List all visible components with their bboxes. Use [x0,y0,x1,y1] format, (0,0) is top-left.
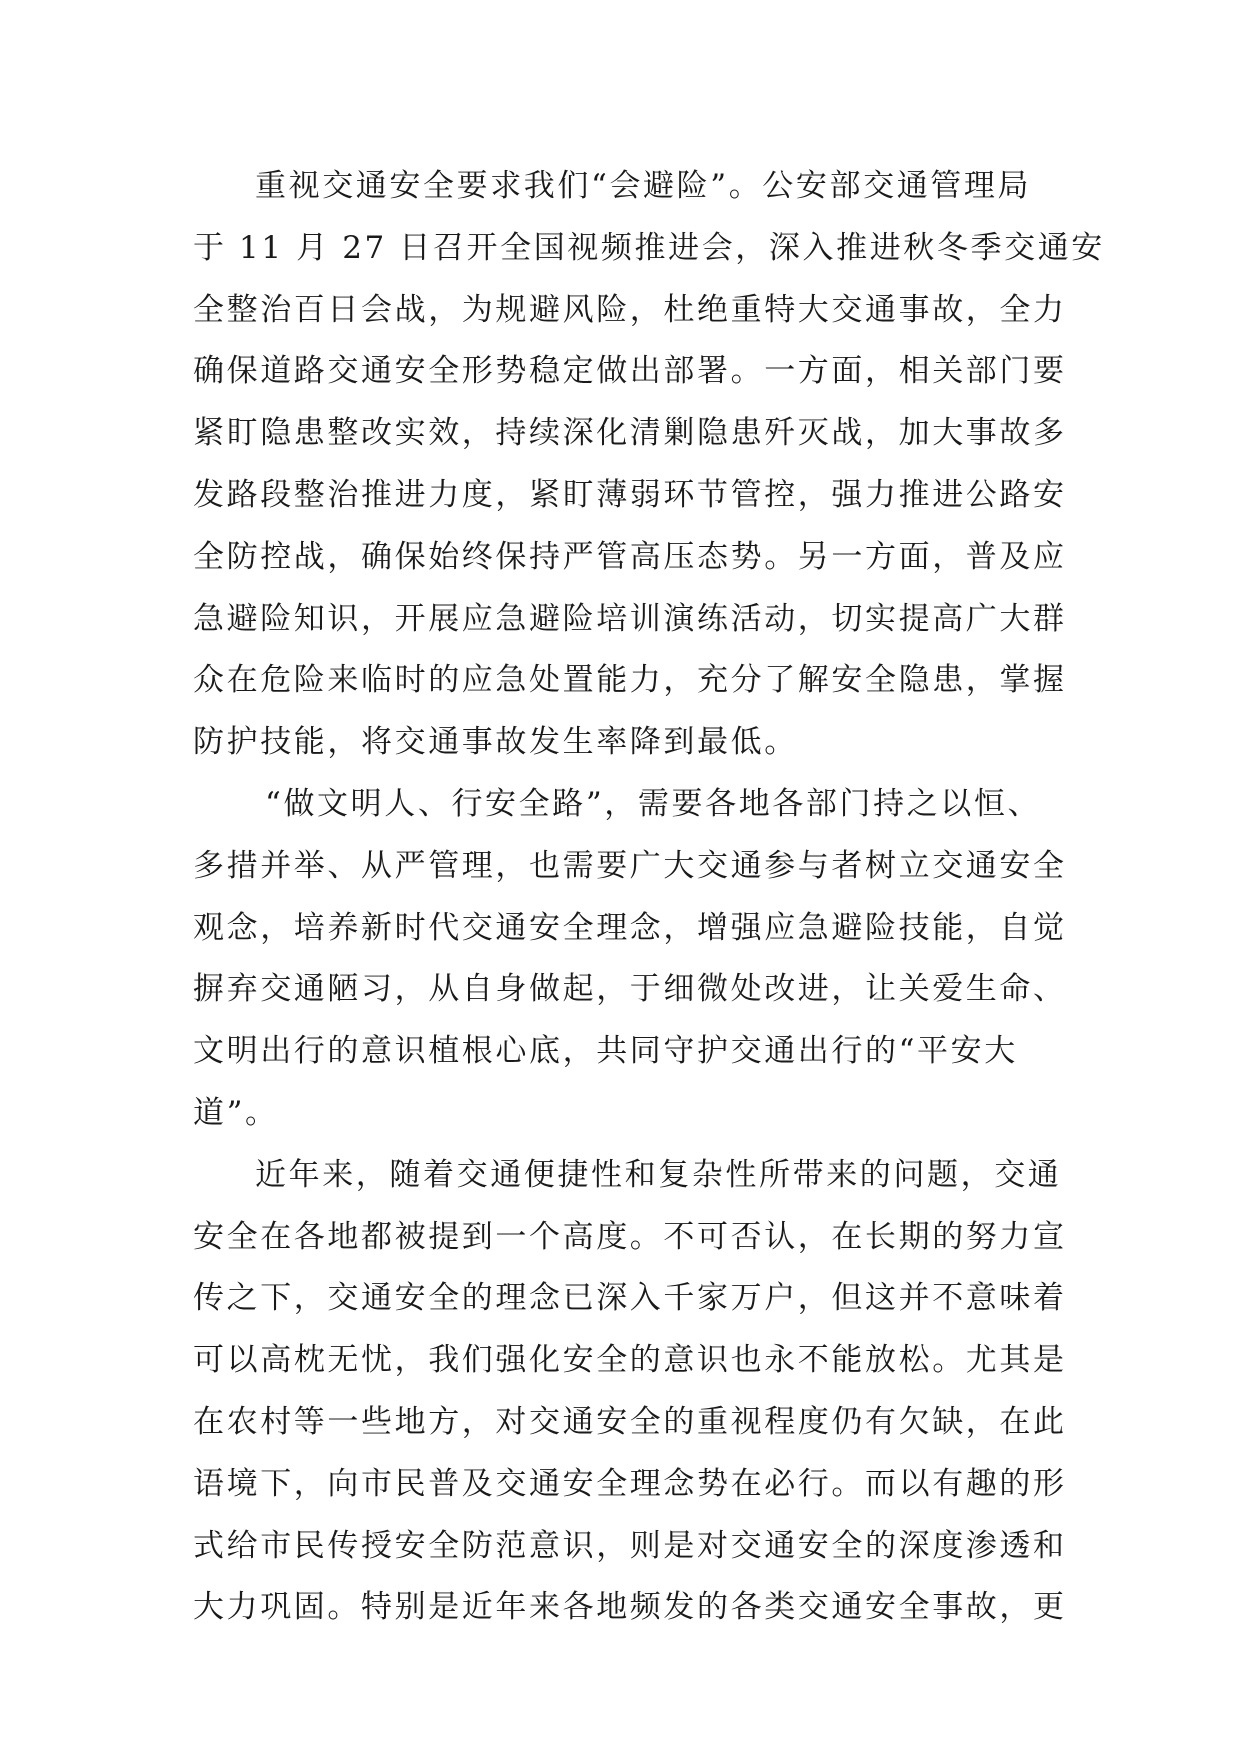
paragraph-line: 观念，培养新时代交通安全理念，增强应急避险技能，自觉 [193,909,1067,946]
paragraph-line: 急避险知识，开展应急避险培训演练活动，切实提高广大群 [193,600,1067,637]
paragraph-line: 重视交通安全要求我们“会避险”。公安部交通管理局 [255,168,1032,204]
document-body [193,156,1105,1639]
paragraph-line: 众在危险来临时的应急处置能力，充分了解安全隐患，掌握 [193,662,1067,699]
paragraph-line: 式给市民传授安全防范意识，则是对交通安全的深度渗透和 [193,1527,1067,1564]
paragraph-line: “做文明人、行安全路”，需要各地各部门持之以恒、 [265,785,1042,822]
paragraph-line: 发路段整治推进力度，紧盯薄弱环节管控，强力推进公路安 [193,476,1067,513]
paragraph-line: 大力巩固。特别是近年来各地频发的各类交通安全事故，更 [193,1589,1067,1626]
paragraph-line: 摒弃交通陋习，从自身做起，于细微处改进，让关爱生命、 [193,971,1067,1008]
paragraph-line: 近年来，随着交通便捷性和复杂性所带来的问题，交通 [255,1156,1062,1193]
paragraph-line: 防护技能，将交通事故发生率降到最低。 [193,724,798,761]
paragraph-line: 于 11 月 27 日召开全国视频推进会，深入推进秋冬季交通安 [193,229,1105,266]
paragraph-line: 紧盯隐患整改实效，持续深化清剿隐患歼灭战，加大事故多 [193,415,1067,452]
paragraph-line: 传之下，交通安全的理念已深入千家万户，但这并不意味着 [193,1280,1067,1317]
paragraph-line: 可以高枕无忧，我们强化安全的意识也永不能放松。尤其是 [193,1342,1067,1379]
paragraph-line: 全防控战，确保始终保持严管高压态势。另一方面，普及应 [193,538,1067,575]
paragraph-line: 道”。 [193,1094,279,1131]
paragraph-line: 确保道路交通安全形势稳定做出部署。一方面，相关部门要 [193,353,1067,390]
paragraph-line: 多措并举、从严管理，也需要广大交通参与者树立交通安全 [193,847,1067,884]
paragraph-line: 文明出行的意识植根心底，共同守护交通出行的“平安大 [193,1033,1018,1070]
paragraph-line: 全整治百日会战，为规避风险，杜绝重特大交通事故，全力 [193,291,1067,328]
paragraph-line: 语境下，向市民普及交通安全理念势在必行。而以有趣的形 [193,1465,1067,1502]
paragraph-line: 安全在各地都被提到一个高度。不可否认，在长期的努力宣 [193,1218,1067,1255]
paragraph-line: 在农村等一些地方，对交通安全的重视程度仍有欠缺，在此 [193,1403,1067,1440]
